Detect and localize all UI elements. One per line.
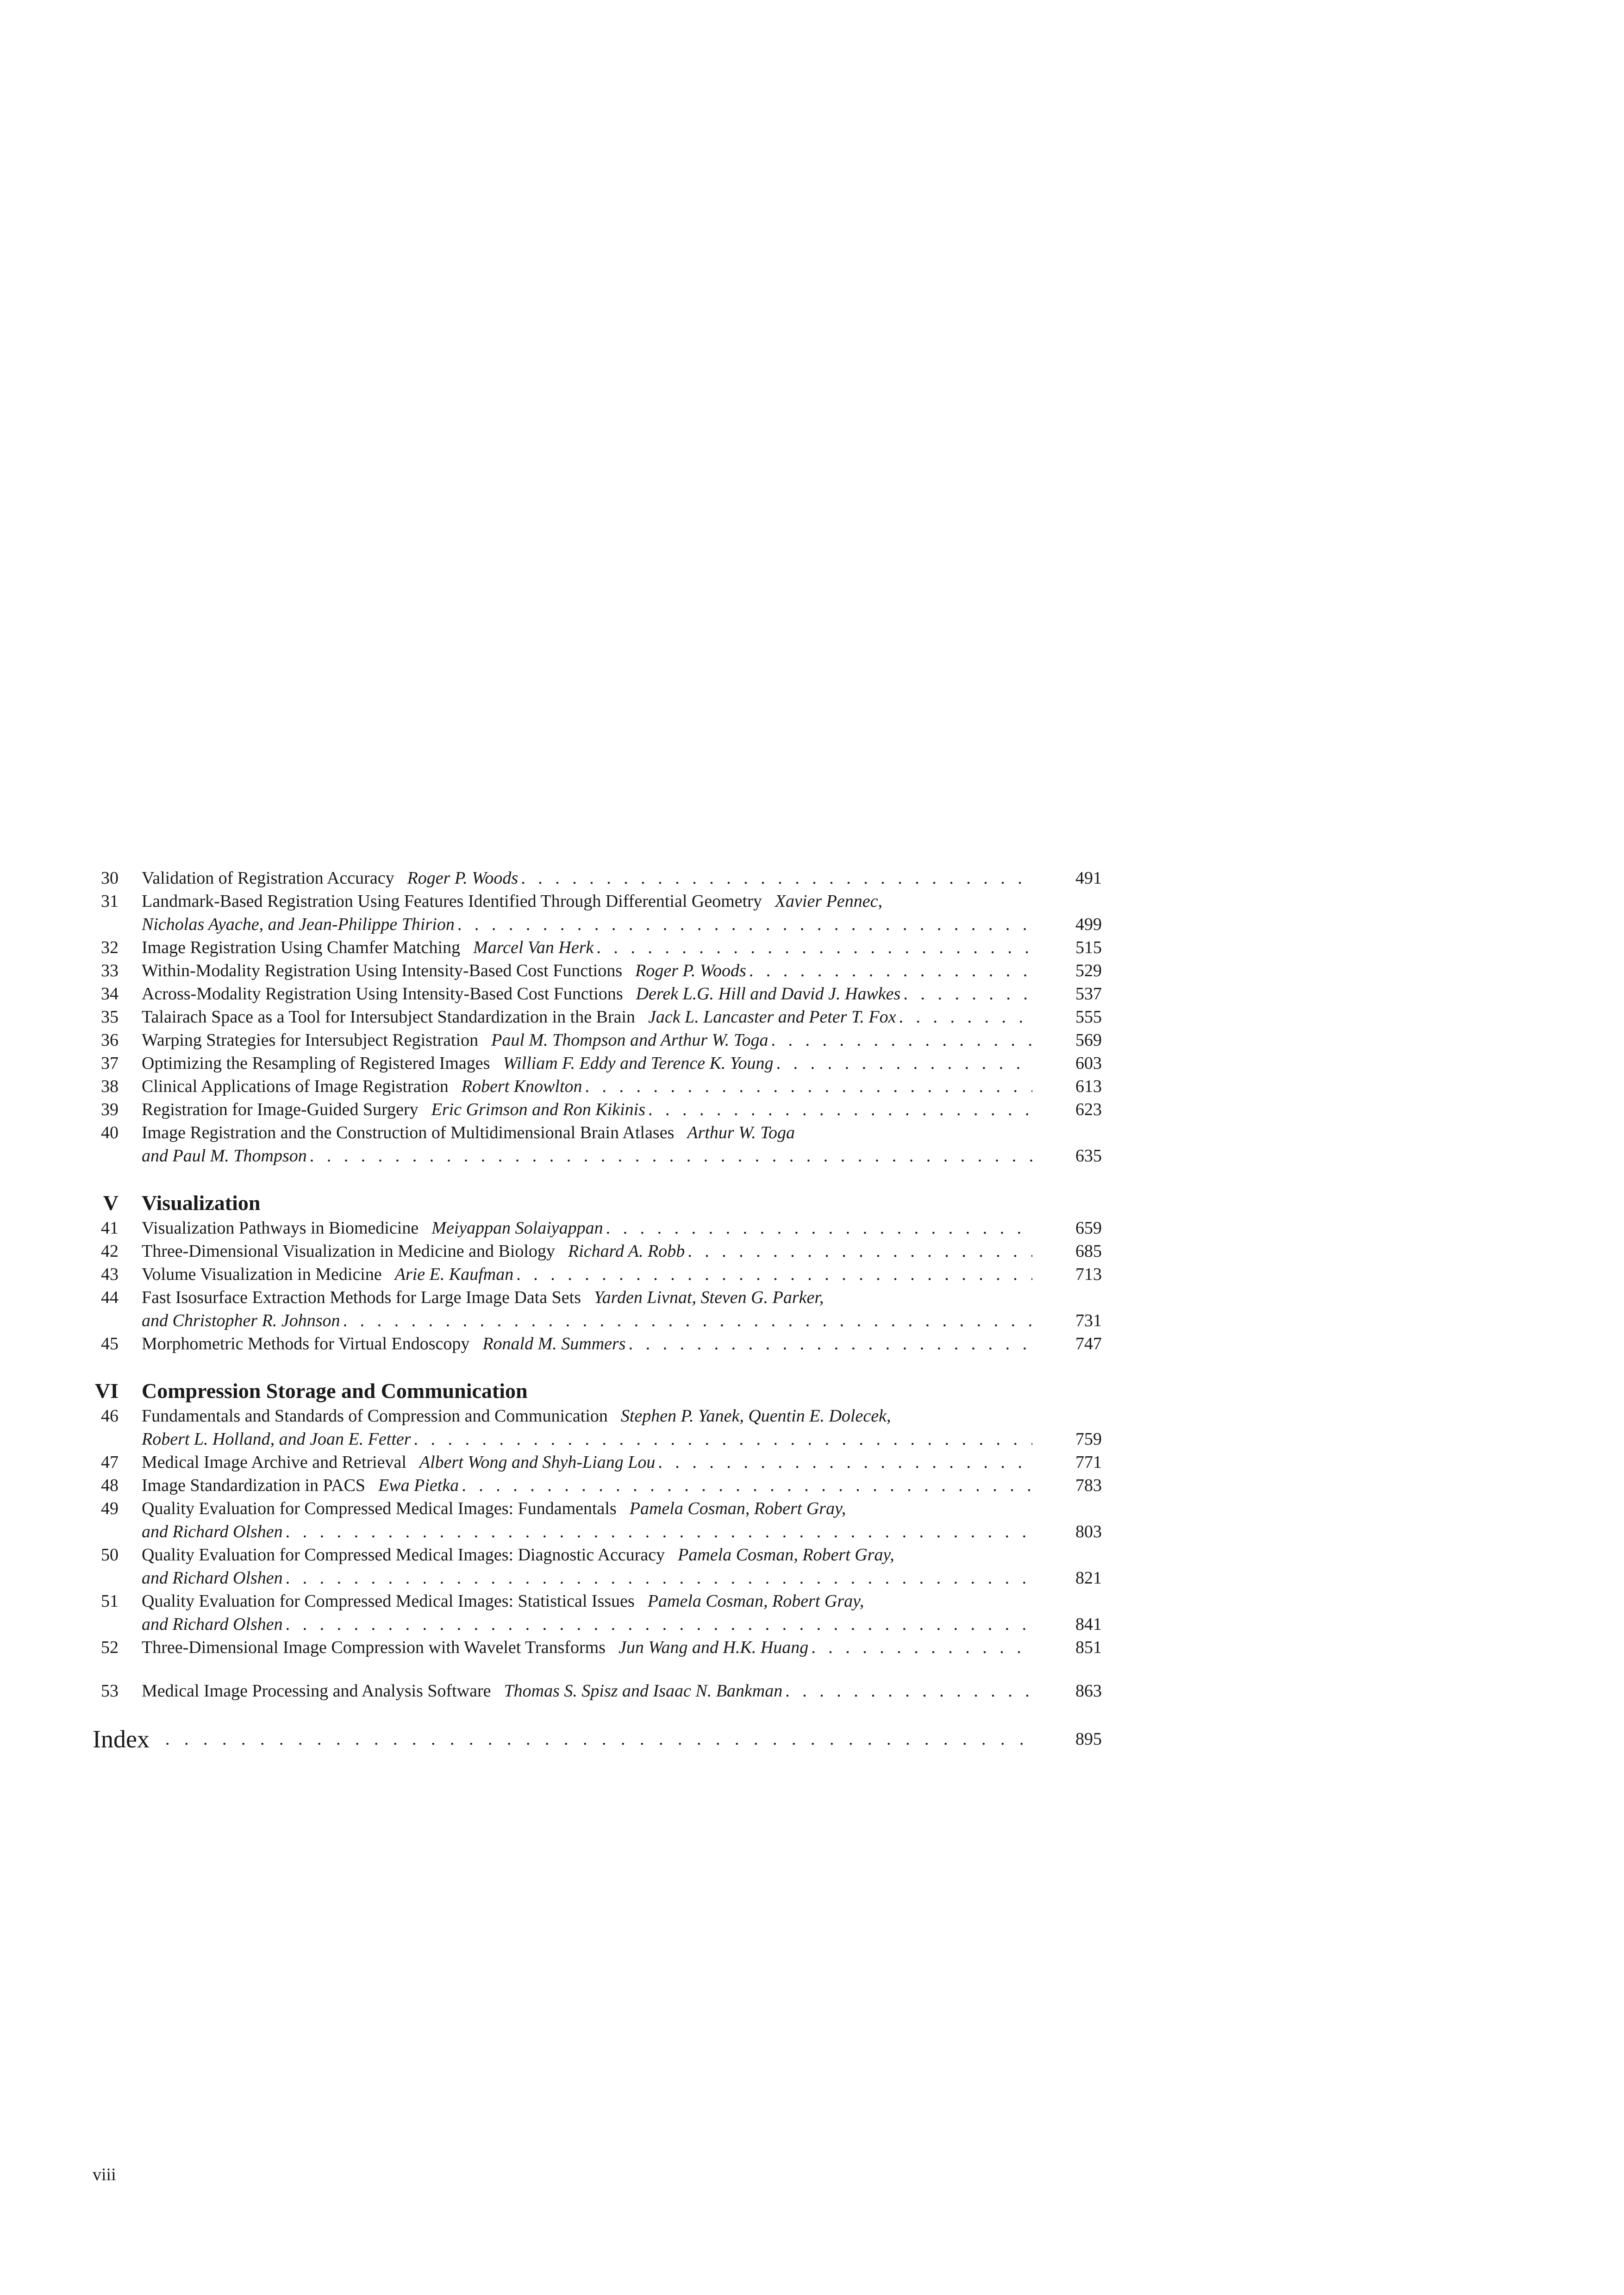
entry-text <box>142 1590 1102 1613</box>
chapter-authors: Yarden Livnat, Steven G. Parker, <box>594 1288 824 1307</box>
dot-leader <box>685 1240 1032 1263</box>
dot-leader <box>768 1029 1032 1052</box>
chapter-authors: Pamela Cosman, Robert Gray, <box>629 1499 846 1518</box>
toc-entry[interactable] <box>93 1075 1102 1098</box>
part-number: V <box>103 1191 119 1215</box>
toc-entry[interactable] <box>93 1543 1102 1566</box>
chapter-authors-continued: Robert L. Holland, and Joan E. Fetter <box>142 1429 411 1449</box>
dot-leader <box>459 1474 1032 1497</box>
chapter-authors: Roger P. Woods <box>407 868 518 888</box>
index-label: Index <box>93 1725 150 1753</box>
chapter-title: Clinical Applications of Image Registration <box>142 1077 449 1096</box>
leader-row <box>142 1075 1032 1098</box>
leader-row <box>142 1309 1032 1332</box>
leader-row <box>142 1520 1032 1543</box>
page-number: 515 <box>1075 938 1102 957</box>
chapter-title: Image Registration Using Chamfer Matching <box>142 938 461 957</box>
chapter-authors: Pamela Cosman, Robert Gray, <box>678 1545 894 1565</box>
part-title: Visualization <box>142 1191 261 1215</box>
chapter-title: Quality Evaluation for Compressed Medical Images: Fundamentals <box>142 1499 617 1518</box>
page-number: 759 <box>1075 1429 1102 1449</box>
page-number: 603 <box>1075 1054 1102 1073</box>
dot-leader <box>582 1075 1033 1098</box>
chapter-number: 48 <box>101 1476 119 1495</box>
toc-entry-continuation <box>93 1566 1102 1590</box>
dot-leader <box>340 1309 1032 1332</box>
leader-row <box>142 1263 1032 1286</box>
section-gap <box>93 1167 1102 1190</box>
toc-entry[interactable] <box>93 1052 1102 1075</box>
chapter-authors-continued: and Paul M. Thompson <box>142 1146 307 1166</box>
dot-leader <box>896 1005 1032 1029</box>
leader-row <box>142 913 1032 936</box>
chapter-authors: Jun Wang and H.K. Huang <box>618 1638 809 1657</box>
chapter-number: 30 <box>101 868 119 888</box>
toc-entry[interactable] <box>93 1636 1102 1659</box>
page-number: 783 <box>1075 1476 1102 1495</box>
chapter-title: Quality Evaluation for Compressed Medical Images: Statistical Issues <box>142 1591 635 1611</box>
chapter-number: 39 <box>101 1100 119 1119</box>
chapter-authors: Richard A. Robb <box>568 1241 685 1261</box>
chapter-number: 31 <box>101 892 119 911</box>
entry-text <box>142 890 1102 913</box>
leader-row <box>142 1451 1032 1474</box>
dot-leader <box>455 913 1032 936</box>
chapter-authors: Meiyappan Solaiyappan <box>431 1218 603 1238</box>
toc-entry[interactable] <box>93 1404 1102 1428</box>
page-number: 491 <box>1075 868 1102 888</box>
page-number: 821 <box>1075 1568 1102 1588</box>
page-number: 747 <box>1075 1334 1102 1353</box>
dot-leader <box>518 867 1032 890</box>
page-number: 713 <box>1075 1265 1102 1284</box>
toc-entry[interactable] <box>93 1098 1102 1121</box>
chapter-authors: Arthur W. Toga <box>687 1123 795 1142</box>
section-gap <box>93 1659 1102 1679</box>
leader-row <box>142 1613 1032 1636</box>
chapter-authors: Stephen P. Yanek, Quentin E. Dolecek, <box>620 1406 891 1426</box>
chapter-title: Image Standardization in PACS <box>142 1476 366 1495</box>
page-number: 841 <box>1075 1615 1102 1634</box>
chapter-number: 45 <box>101 1334 119 1353</box>
index-entry[interactable] <box>93 1723 1102 1755</box>
chapter-title: Quality Evaluation for Compressed Medical Images: Diagnostic Accuracy <box>142 1545 665 1565</box>
toc-entry[interactable] <box>93 1590 1102 1613</box>
leader-row <box>142 867 1032 890</box>
chapter-number: 50 <box>101 1545 119 1565</box>
toc-entry[interactable] <box>93 1216 1102 1240</box>
chapter-title: Volume Visualization in Medicine <box>142 1265 382 1284</box>
toc-entry[interactable] <box>93 982 1102 1005</box>
leader-row <box>142 982 1032 1005</box>
chapter-number: 47 <box>101 1453 119 1472</box>
chapter-authors: Roger P. Woods <box>635 961 746 980</box>
leader-row <box>142 936 1032 959</box>
chapter-number: 49 <box>101 1499 119 1518</box>
chapter-title: Landmark-Based Registration Using Features Identified Through Differential Geometry <box>142 892 762 911</box>
page-number: 659 <box>1075 1218 1102 1238</box>
toc-entry-continuation <box>93 1613 1102 1636</box>
chapter-authors: William F. Eddy and Terence K. Young <box>503 1054 774 1073</box>
chapter-authors-continued: and Richard Olshen <box>142 1568 283 1588</box>
toc-entry[interactable] <box>93 1497 1102 1520</box>
chapter-title: Validation of Registration Accuracy <box>142 868 394 888</box>
leader-row <box>142 1566 1032 1590</box>
page-number: 803 <box>1075 1522 1102 1541</box>
chapter-authors: Marcel Van Herk <box>473 938 594 957</box>
leader-row <box>142 1029 1032 1052</box>
part-v-heading <box>93 1190 1102 1216</box>
chapter-authors: Thomas S. Spisz and Isaac N. Bankman <box>504 1681 783 1701</box>
leader-row <box>142 1679 1032 1703</box>
chapter-title: Medical Image Processing and Analysis Software <box>142 1681 491 1701</box>
toc-entry-continuation <box>93 1144 1102 1167</box>
part-vi-entries <box>93 1404 1102 1659</box>
page-number: 731 <box>1075 1311 1102 1330</box>
chapter-authors: Ewa Pietka <box>378 1476 459 1495</box>
chapter-number: 46 <box>101 1406 119 1426</box>
page-number: 529 <box>1075 961 1102 980</box>
page-number: 555 <box>1075 1007 1102 1027</box>
chapter-authors: Ronald M. Summers <box>482 1334 626 1353</box>
leader-row <box>142 1332 1032 1355</box>
part-vi-heading <box>93 1378 1102 1404</box>
page-number: 569 <box>1075 1030 1102 1050</box>
index-leader-row <box>93 1723 1032 1755</box>
dot-leader <box>411 1428 1032 1451</box>
dot-leader <box>162 1723 1032 1755</box>
chapter-title: Image Registration and the Construction of Multidimensional Brain Atlases <box>142 1123 675 1142</box>
toc-entry-continuation <box>93 1309 1102 1332</box>
dot-leader <box>808 1636 1032 1659</box>
table-of-contents <box>93 867 1102 1755</box>
entry-text <box>142 1497 1102 1520</box>
page-number: 851 <box>1075 1638 1102 1657</box>
toc-entry[interactable] <box>93 1121 1102 1144</box>
chapter-title: Warping Strategies for Intersubject Registration <box>142 1030 479 1050</box>
leader-row <box>142 1428 1032 1451</box>
index-page-number: 895 <box>1075 1729 1102 1749</box>
chapter-authors: Albert Wong and Shyh-Liang Lou <box>419 1453 656 1472</box>
page-number: 613 <box>1075 1077 1102 1096</box>
chapter-number: 51 <box>101 1591 119 1611</box>
chapter-authors: Eric Grimson and Ron Kikinis <box>431 1100 645 1119</box>
toc-entry[interactable] <box>93 1451 1102 1474</box>
chapter-title: Talairach Space as a Tool for Intersubject Standardization in the Brain <box>142 1007 636 1027</box>
leader-row <box>142 1216 1032 1240</box>
entry-text <box>142 1543 1102 1566</box>
page-number: 771 <box>1075 1453 1102 1472</box>
chapter-number: 33 <box>101 961 119 980</box>
leader-row <box>142 1005 1032 1029</box>
toc-entry[interactable] <box>93 1029 1102 1052</box>
toc-entry[interactable] <box>93 1286 1102 1309</box>
toc-entry[interactable] <box>93 1474 1102 1497</box>
leader-row <box>142 1474 1032 1497</box>
final-entry <box>93 1679 1102 1703</box>
dot-leader <box>283 1566 1032 1590</box>
chapter-number: 42 <box>101 1241 119 1261</box>
part-title: Compression Storage and Communication <box>142 1379 528 1403</box>
page-number: 685 <box>1075 1241 1102 1261</box>
entry-text <box>142 1404 1102 1428</box>
toc-entry[interactable] <box>93 867 1102 890</box>
toc-entry-continuation <box>93 1428 1102 1451</box>
dot-leader <box>746 959 1032 982</box>
entry-text <box>142 1121 1102 1144</box>
chapter-title: Within-Modality Registration Using Intensity-Based Cost Functions <box>142 961 623 980</box>
page-number: 635 <box>1075 1146 1102 1166</box>
chapter-number: 35 <box>101 1007 119 1027</box>
toc-entry-continuation <box>93 913 1102 936</box>
chapter-number: 41 <box>101 1218 119 1238</box>
chapter-authors: Arie E. Kaufman <box>394 1265 514 1284</box>
dot-leader <box>593 936 1032 959</box>
chapter-number: 32 <box>101 938 119 957</box>
dot-leader <box>603 1216 1032 1240</box>
chapter-number: 36 <box>101 1030 119 1050</box>
dot-leader <box>513 1263 1032 1286</box>
chapter-authors-continued: and Richard Olshen <box>142 1522 283 1541</box>
chapter-title: Three-Dimensional Image Compression with Wavelet Transforms <box>142 1638 606 1657</box>
chapter-title: Fundamentals and Standards of Compression and Communication <box>142 1406 608 1426</box>
page-number: 537 <box>1075 984 1102 1004</box>
chapter-title: Visualization Pathways in Biomedicine <box>142 1218 419 1238</box>
dot-leader <box>626 1332 1032 1355</box>
chapter-title: Registration for Image-Guided Surgery <box>142 1100 418 1119</box>
chapter-authors: Pamela Cosman, Robert Gray, <box>647 1591 864 1611</box>
toc-entry[interactable] <box>93 936 1102 959</box>
toc-entry[interactable] <box>93 1005 1102 1029</box>
toc-entry-continuation <box>93 1520 1102 1543</box>
page-number: 623 <box>1075 1100 1102 1119</box>
dot-leader <box>645 1098 1032 1121</box>
chapter-authors: Xavier Pennec, <box>775 892 882 911</box>
part-v-entries <box>93 1216 1102 1355</box>
part-iv-entries <box>93 867 1102 1167</box>
toc-entry[interactable] <box>93 890 1102 913</box>
dot-leader <box>900 982 1032 1005</box>
chapter-authors-continued: Nicholas Ayache, and Jean-Philippe Thirion <box>142 915 455 934</box>
chapter-number: 34 <box>101 984 119 1004</box>
leader-row <box>142 1098 1032 1121</box>
leader-row <box>142 1144 1032 1167</box>
dot-leader <box>283 1520 1032 1543</box>
chapter-title: Morphometric Methods for Virtual Endoscopy <box>142 1334 470 1353</box>
dot-leader <box>655 1451 1032 1474</box>
leader-row <box>142 1240 1032 1263</box>
section-gap <box>93 1703 1102 1723</box>
entry-text <box>142 1286 1102 1309</box>
part-number: VI <box>94 1379 119 1403</box>
chapter-title: Three-Dimensional Visualization in Medicine and Biology <box>142 1241 555 1261</box>
chapter-title: Optimizing the Resampling of Registered Images <box>142 1054 490 1073</box>
chapter-authors: Robert Knowlton <box>461 1077 582 1096</box>
chapter-authors: Jack L. Lancaster and Peter T. Fox <box>648 1007 896 1027</box>
toc-entry[interactable] <box>93 1679 1102 1703</box>
toc-entry[interactable] <box>93 959 1102 982</box>
toc-entry[interactable] <box>93 1240 1102 1263</box>
chapter-number: 44 <box>101 1288 119 1307</box>
chapter-number: 43 <box>101 1265 119 1284</box>
chapter-title: Across-Modality Registration Using Intensity-Based Cost Functions <box>142 984 623 1004</box>
chapter-authors: Paul M. Thompson and Arthur W. Toga <box>491 1030 768 1050</box>
chapter-number: 37 <box>101 1054 119 1073</box>
page-folio: viii <box>93 2165 116 2184</box>
chapter-number: 38 <box>101 1077 119 1096</box>
toc-entry[interactable] <box>93 1332 1102 1355</box>
chapter-authors: Derek L.G. Hill and David J. Hawkes <box>636 984 901 1004</box>
chapter-title: Fast Isosurface Extraction Methods for Large Image Data Sets <box>142 1288 581 1307</box>
leader-row <box>142 1636 1032 1659</box>
section-gap <box>93 1355 1102 1378</box>
page-number: 863 <box>1075 1681 1102 1701</box>
chapter-authors-continued: and Richard Olshen <box>142 1615 283 1634</box>
leader-row <box>142 959 1032 982</box>
page-number: 499 <box>1075 915 1102 934</box>
chapter-title: Medical Image Archive and Retrieval <box>142 1453 406 1472</box>
leader-row <box>142 1052 1032 1075</box>
dot-leader <box>782 1679 1032 1703</box>
dot-leader <box>283 1613 1032 1636</box>
dot-leader <box>307 1144 1032 1167</box>
chapter-authors-continued: and Christopher R. Johnson <box>142 1311 340 1330</box>
chapter-number: 52 <box>101 1638 119 1657</box>
chapter-number: 53 <box>101 1681 119 1701</box>
dot-leader <box>774 1052 1032 1075</box>
toc-entry[interactable] <box>93 1263 1102 1286</box>
chapter-number: 40 <box>101 1123 119 1142</box>
